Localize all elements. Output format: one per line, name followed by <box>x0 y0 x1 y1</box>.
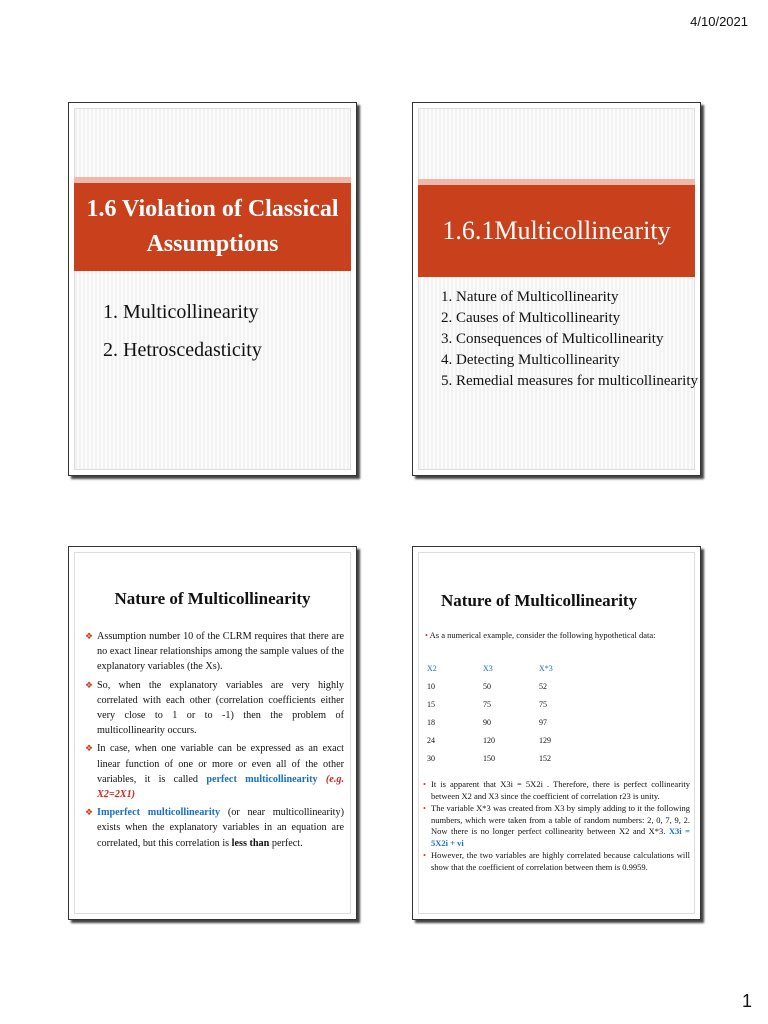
page-number: 1 <box>741 991 752 1011</box>
bullet-item <box>87 678 344 739</box>
column-header: X3 <box>483 663 493 673</box>
table-row <box>427 713 589 731</box>
bullet-text: perfect. <box>269 837 303 849</box>
diamond-bullet-icon: ❖ <box>85 743 94 754</box>
intro-line: As a numerical example, consider the following hypothetical data: <box>429 630 656 640</box>
slide-background <box>74 108 351 470</box>
table-cell: 90 <box>483 717 491 727</box>
column-header: X2 <box>427 663 437 673</box>
term-highlight: Imperfect multicollinearity <box>97 807 221 819</box>
intro-text <box>425 629 690 641</box>
term-highlight: perfect multicollinearity <box>206 773 318 785</box>
table-cell: 75 <box>483 699 491 709</box>
topic-list <box>441 287 698 392</box>
column-header: X*3 <box>539 663 553 673</box>
topic-list <box>103 293 262 369</box>
example-equation: (e.g. X2=2X1) <box>97 773 345 801</box>
note-text: It is apparent that X3i = 5X2i . Therefore, there is perfect collinearity between X2 and X3 since the coefficient of correlation r23 is unity. <box>431 779 690 801</box>
slide-title: Nature of Multicollinearity <box>441 591 638 610</box>
list-item: 1. Nature of Multicollinearity <box>441 289 619 305</box>
table-cell: 24 <box>427 735 435 745</box>
list-item: 2. Causes of Multicollinearity <box>441 310 621 326</box>
list-item: 4. Detecting Multicollinearity <box>441 352 620 368</box>
bullet-icon: • <box>425 630 428 640</box>
bullet-text: Assumption number 10 of the CLRM requires that there are no exact linear relationships among the sample values of the explanatory variables (the Xs). <box>97 631 344 673</box>
bullet-text: So, when the explanatory variables are very highly correlated with each other (correlation coefficients either very close to 1 or to -1) then the problem of multicollinearity occurs. <box>97 679 344 737</box>
table-cell: 150 <box>483 753 495 763</box>
diamond-bullet-icon: ❖ <box>85 631 94 641</box>
table-header-row <box>427 659 589 677</box>
notes-list <box>423 779 690 874</box>
bullet-text: In case, when one variable can be expressed as an exact linear function of one or more or even all of the other variables, it is called <box>97 743 344 785</box>
equation-text: X3i = 5X2i + vi <box>431 826 690 848</box>
bullet-item <box>87 741 344 802</box>
diamond-bullet-icon: ❖ <box>85 807 94 818</box>
bullet-icon: • <box>423 850 426 860</box>
table-cell: 18 <box>427 717 435 727</box>
slide-4-thumbnail <box>412 546 701 920</box>
note-text: However, the two variables are highly correlated because calculations will show that the coefficient of correlation between them is 0.9959. <box>431 850 690 872</box>
bullet-icon: • <box>423 803 426 813</box>
bullet-text: (or near multicollinearity) exists when the explanatory variables in an equation are correlated, but this correlation is <box>97 807 344 849</box>
slide-title: Nature of Multicollinearity <box>114 589 311 608</box>
slide-3-thumbnail <box>68 546 357 920</box>
note-item <box>423 803 690 849</box>
print-date: 4/10/2021 <box>690 14 748 29</box>
slide-1-thumbnail <box>68 102 357 476</box>
bullet-item <box>87 629 344 675</box>
table-cell: 15 <box>427 699 435 709</box>
table-row <box>427 677 589 695</box>
table-cell: 10 <box>427 681 435 691</box>
table-cell: 52 <box>539 681 547 691</box>
bullet-item <box>87 805 344 851</box>
table-cell: 50 <box>483 681 491 691</box>
table-row <box>427 731 589 749</box>
note-item <box>423 779 690 802</box>
table-cell: 129 <box>539 735 551 745</box>
note-text: The variable X*3 was created from X3 by simply adding to it the following numbers, which were taken from a table of random numbers: 2, 0, 7, 9, 2. Now there is no longer perfect collinearity between X2 and X*3. <box>431 803 690 836</box>
table-cell: 75 <box>539 699 547 709</box>
bullet-icon: • <box>423 779 426 789</box>
table-cell: 97 <box>539 717 547 727</box>
slide-title-banner <box>74 177 351 271</box>
list-item: 1. Multicollinearity <box>103 301 259 323</box>
table-row <box>427 749 589 767</box>
data-table <box>427 659 589 767</box>
slide-title <box>86 192 338 262</box>
slide-title: 1.6.1Multicollinearity <box>442 216 671 245</box>
table-cell: 152 <box>539 753 551 763</box>
diamond-bullet-icon: ❖ <box>85 679 94 690</box>
table-cell: 120 <box>483 735 495 745</box>
list-item: 2. Hetroscedasticity <box>103 339 262 361</box>
bullet-list <box>87 629 344 854</box>
list-item: 5. Remedial measures for multicollinearity <box>441 373 699 389</box>
slide-title-banner <box>418 179 695 277</box>
note-item <box>423 850 690 873</box>
slide-2-thumbnail <box>412 102 701 476</box>
emphasis-text: less than <box>231 837 270 849</box>
list-item: 3. Consequences of Multicollinearity <box>441 331 664 347</box>
table-cell: 30 <box>427 753 435 763</box>
title-line: 1.6 Violation of Classical <box>86 196 339 223</box>
table-row <box>427 695 589 713</box>
title-line: Assumptions <box>146 231 279 257</box>
